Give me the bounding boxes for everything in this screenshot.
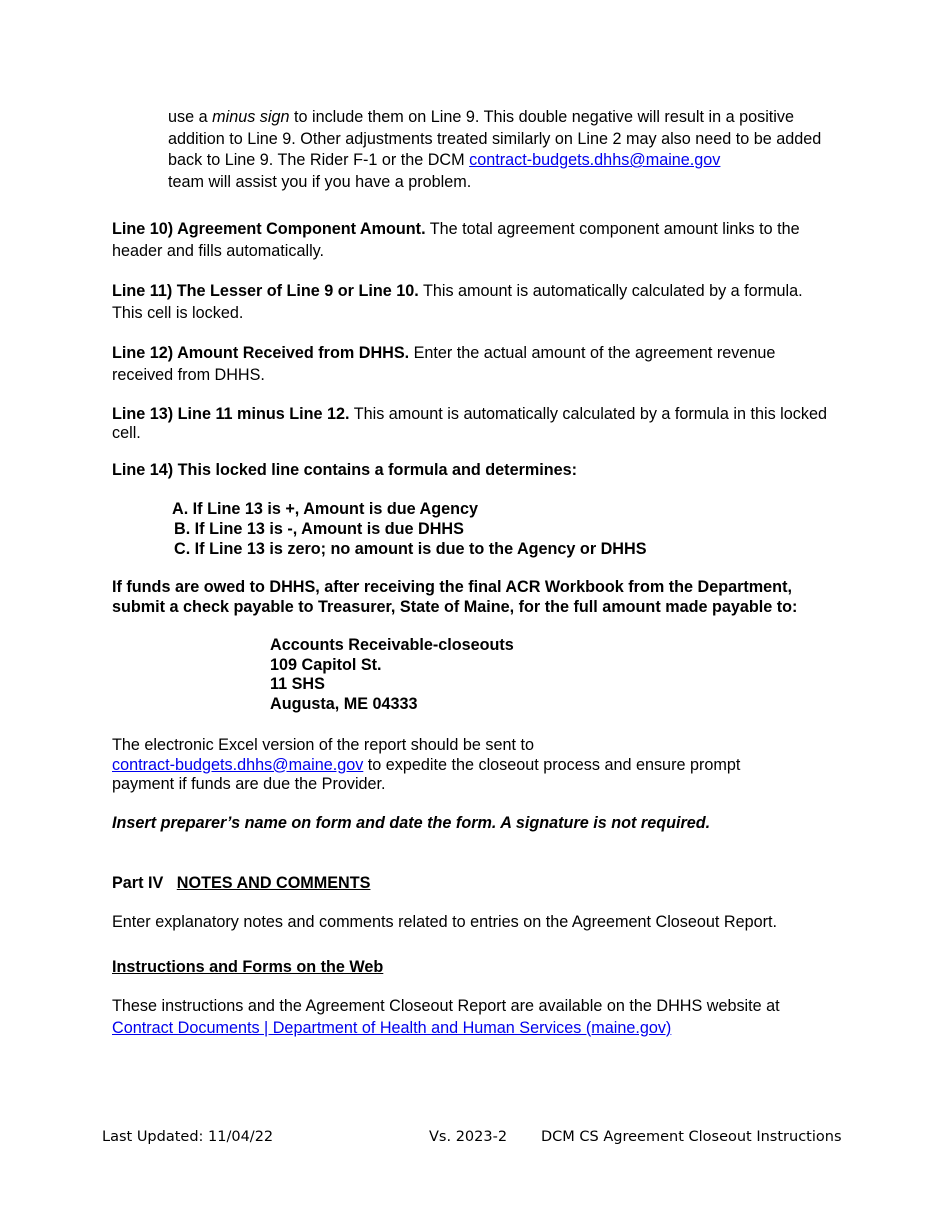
list-item: C. If Line 13 is zero; no amount is due to the Agency or DHHS	[174, 540, 647, 558]
line11-label: Line 11) The Lesser of Line 9 or Line 10.	[112, 282, 419, 300]
line13-text: This amount is automatically calculated by a formula in this locked cell.	[112, 405, 827, 442]
electronic-text-1: The electronic Excel version of the report should be sent to	[112, 736, 535, 754]
address-line: Accounts Receivable-closeouts	[270, 636, 514, 654]
line10-label: Line 10) Agreement Component Amount.	[112, 220, 426, 238]
minus-sign-emphasis: minus sign	[212, 108, 290, 126]
footer-doc-title: DCM CS Agreement Closeout Instructions	[541, 1129, 842, 1145]
address-line: 11 SHS	[270, 675, 325, 694]
electronic-paragraph	[112, 736, 792, 795]
line12-paragraph	[112, 343, 832, 386]
line13-paragraph	[112, 405, 832, 443]
email-link-contract-budgets-2[interactable]: contract-budgets.dhhs@maine.gov	[112, 755, 364, 774]
line11-text: This amount is automatically calculated by a formula. This cell is locked.	[112, 282, 803, 322]
line10-text: The total agreement component amount links to the header and fills automatically.	[112, 220, 800, 260]
list-item: A. If Line 13 is +, Amount is due Agency	[172, 500, 478, 518]
line14-heading: Line 14) This locked line contains a formula and determines:	[112, 461, 578, 479]
part4-title: NOTES AND COMMENTS	[176, 874, 371, 892]
part4-label: Part IV	[112, 874, 177, 892]
intro-text-2: to include them on Line 9. This double negative will result in a positive addition to Line 9. Other adjustments treated similarly on Line 2 may also need to be added back to Line 9. The Rider F-1 or the DCM	[168, 108, 822, 169]
line13-label: Line 13) Line 11 minus Line 12.	[112, 405, 350, 423]
line11-paragraph	[112, 281, 832, 324]
intro-text-3: team will assist you if you have a problem.	[168, 172, 472, 191]
line12-label: Line 12) Amount Received from DHHS.	[112, 344, 410, 362]
preparer-note: Insert preparer’s name on form and date the form. A signature is not required.	[112, 814, 711, 832]
web-text: These instructions and the Agreement Closeout Report are available on the DHHS website at	[112, 997, 780, 1015]
mailing-address	[270, 636, 514, 714]
intro-paragraph	[168, 107, 838, 193]
line12-text: Enter the actual amount of the agreement revenue received from DHHS.	[112, 344, 776, 384]
email-link-contract-budgets[interactable]: contract-budgets.dhhs@maine.gov	[469, 151, 721, 169]
web-paragraph	[112, 996, 832, 1039]
intro-text-1: use a	[168, 108, 213, 126]
line10-paragraph	[112, 219, 832, 262]
footer-last-updated: Last Updated: 11/04/22	[102, 1129, 274, 1145]
part4-heading	[112, 873, 832, 895]
address-line: 109 Capitol St.	[270, 655, 382, 674]
part4-text: Enter explanatory notes and comments related to entries on the Agreement Closeout Report.	[112, 913, 777, 931]
funds-owed-paragraph: If funds are owed to DHHS, after receiving the final ACR Workbook from the Department, submit a check payable to Treasurer, State of Maine, for the full amount made payable to:	[112, 578, 798, 616]
footer-version: Vs. 2023-2	[429, 1129, 508, 1145]
web-heading: Instructions and Forms on the Web	[112, 958, 384, 976]
list-item: B. If Line 13 is -, Amount is due DHHS	[174, 520, 464, 538]
line14-list	[172, 499, 647, 559]
electronic-text-2: to expedite the closeout process and ensure prompt payment if funds are due the Provider.	[112, 755, 741, 793]
address-line: Augusta, ME 04333	[270, 694, 418, 713]
contract-documents-link[interactable]: Contract Documents | Department of Health and Human Services (maine.gov)	[112, 1018, 672, 1037]
